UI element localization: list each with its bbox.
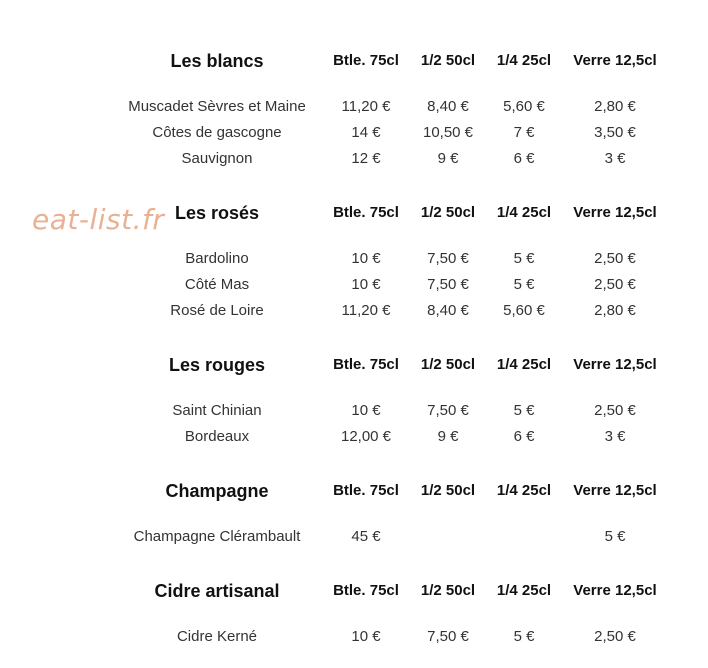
column-header: 1/4 25cl <box>496 482 552 499</box>
price-cell: 5 € <box>513 276 535 293</box>
column-header: 1/4 25cl <box>496 52 552 69</box>
menu-row <box>0 96 708 118</box>
price-cell: 10 € <box>351 276 381 293</box>
menu-row <box>0 122 708 144</box>
column-header: 1/4 25cl <box>496 356 552 373</box>
column-header: Verre 12,5cl <box>573 582 657 599</box>
menu-row <box>0 426 708 448</box>
price-cell: 2,50 € <box>594 628 636 645</box>
wine-name: Saint Chinian <box>172 402 262 419</box>
price-cell: 3 € <box>604 428 626 445</box>
price-cell: 7,50 € <box>427 402 469 419</box>
wine-name: Côté Mas <box>184 276 250 293</box>
price-cell: 8,40 € <box>427 302 469 319</box>
wine-name: Bardolino <box>185 250 249 267</box>
price-cell: 5,60 € <box>503 302 545 319</box>
price-cell: 9 € <box>437 428 459 445</box>
price-cell: 10 € <box>351 628 381 645</box>
price-cell: 6 € <box>513 428 535 445</box>
wine-name: Côtes de gascogne <box>152 124 282 141</box>
wine-name: Muscadet Sèvres et Maine <box>128 98 306 115</box>
column-header: 1/4 25cl <box>496 204 552 221</box>
price-cell: 5 € <box>513 628 535 645</box>
price-cell: 3,50 € <box>594 124 636 141</box>
wine-name: Sauvignon <box>181 150 253 167</box>
column-header: Btle. 75cl <box>333 204 399 221</box>
column-header: 1/2 50cl <box>420 204 476 221</box>
wine-name: Bordeaux <box>184 428 250 445</box>
column-header: Btle. 75cl <box>333 52 399 69</box>
price-cell: 10 € <box>351 402 381 419</box>
column-header: Btle. 75cl <box>333 356 399 373</box>
price-cell: 5 € <box>513 250 535 267</box>
section-title: Les rouges <box>168 355 266 375</box>
column-header: 1/2 50cl <box>420 52 476 69</box>
wine-name: Cidre Kerné <box>176 628 258 645</box>
price-cell: 6 € <box>513 150 535 167</box>
column-header: 1/2 50cl <box>420 482 476 499</box>
price-cell: 11,20 € <box>341 302 391 319</box>
column-header: Verre 12,5cl <box>573 482 657 499</box>
menu-row <box>0 400 708 422</box>
price-cell: 2,50 € <box>594 276 636 293</box>
menu-row <box>0 626 708 648</box>
price-cell: 10,50 € <box>422 124 474 141</box>
price-cell: 5 € <box>604 528 626 545</box>
menu-row <box>0 274 708 296</box>
price-cell: 2,50 € <box>594 402 636 419</box>
price-cell: 14 € <box>351 124 381 141</box>
column-header: 1/2 50cl <box>420 356 476 373</box>
column-header: Verre 12,5cl <box>573 356 657 373</box>
price-cell: 8,40 € <box>427 98 469 115</box>
wine-name: Rosé de Loire <box>170 302 264 319</box>
price-cell: 7,50 € <box>427 628 469 645</box>
column-header: 1/2 50cl <box>420 582 476 599</box>
price-cell: 2,80 € <box>594 98 636 115</box>
price-cell: 7 € <box>513 124 535 141</box>
price-cell: 5,60 € <box>503 98 545 115</box>
price-cell: 9 € <box>437 150 459 167</box>
column-header: Btle. 75cl <box>333 582 399 599</box>
price-cell: 12,00 € <box>340 428 392 445</box>
price-cell: 2,50 € <box>594 250 636 267</box>
price-cell: 45 € <box>351 528 381 545</box>
section-title: Champagne <box>165 481 269 501</box>
menu-row <box>0 248 708 270</box>
watermark-text: eat-list.fr <box>32 203 165 236</box>
price-cell: 12 € <box>351 150 381 167</box>
section-title: Les blancs <box>170 51 264 71</box>
column-header: Btle. 75cl <box>333 482 399 499</box>
menu-row <box>0 300 708 322</box>
price-cell: 5 € <box>513 402 535 419</box>
menu-row <box>0 148 708 170</box>
section-title: Cidre artisanal <box>154 581 280 601</box>
wine-name: Champagne Clérambault <box>133 528 301 545</box>
price-cell: 3 € <box>604 150 626 167</box>
price-cell: 7,50 € <box>427 250 469 267</box>
column-header: 1/4 25cl <box>496 582 552 599</box>
menu-row <box>0 526 708 548</box>
section-title: Les rosés <box>174 203 260 223</box>
price-cell: 2,80 € <box>594 302 636 319</box>
price-cell: 10 € <box>351 250 381 267</box>
column-header: Verre 12,5cl <box>573 204 657 221</box>
price-cell: 7,50 € <box>427 276 469 293</box>
column-header: Verre 12,5cl <box>573 52 657 69</box>
price-cell: 11,20 € <box>341 98 391 115</box>
